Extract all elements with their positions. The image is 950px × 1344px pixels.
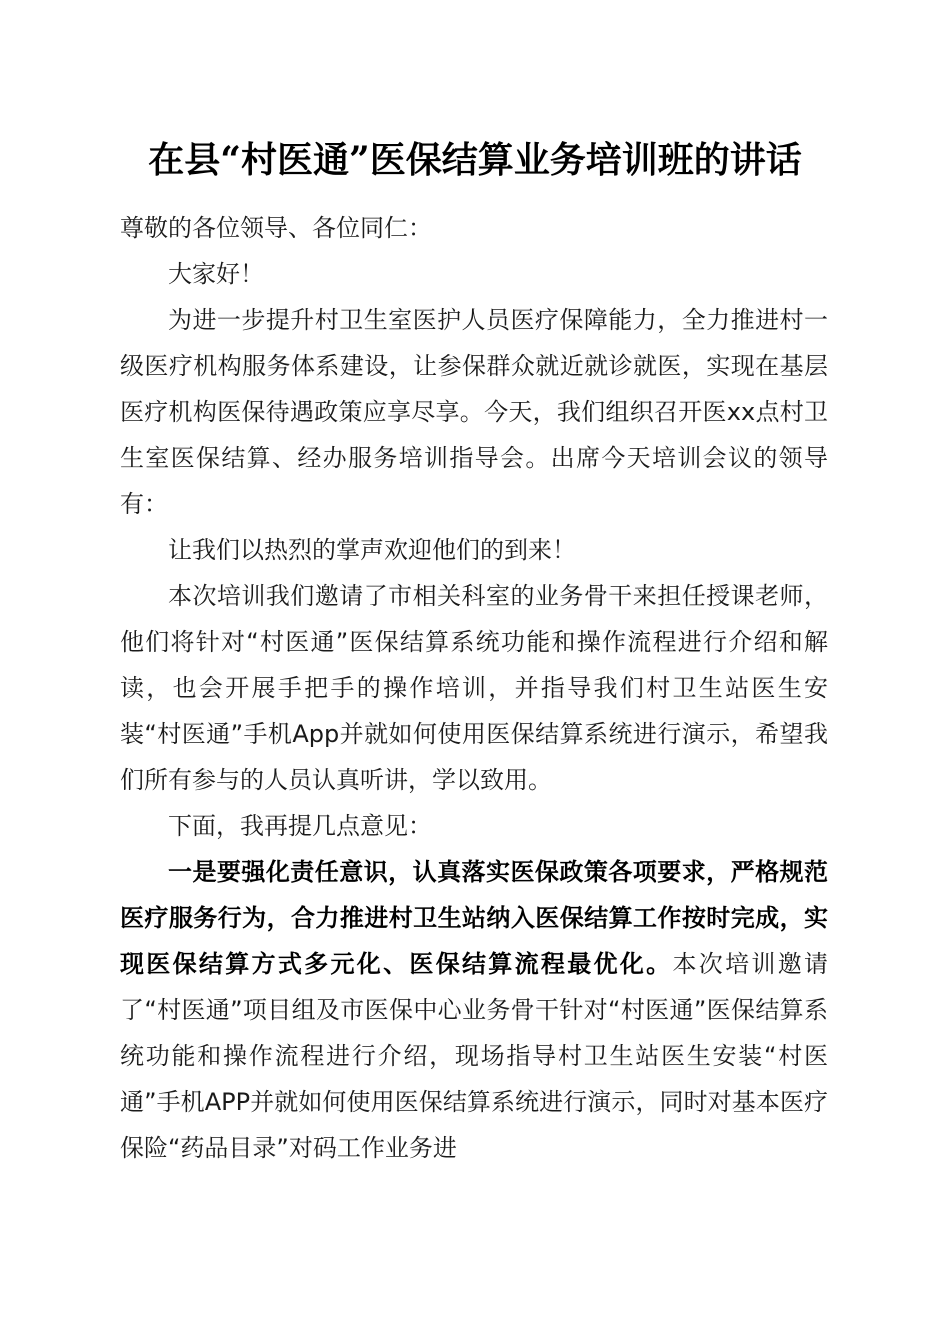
paragraph-welcome: 让我们以热烈的掌声欢迎他们的到来！ <box>168 536 576 564</box>
document-body <box>120 205 828 1171</box>
point-one-heading: 一是要强化责任意识，认真落实医保政策各项要求，严格规范医疗服务行为，合力推进村卫生站纳入医保结算工作按时完成，实现医保结算方式多元化、医保结算流程最优化。 <box>120 858 828 978</box>
document-title: 在县“村医通”医保结算业务培训班的讲话 <box>148 139 802 181</box>
paragraph-point-one <box>120 849 828 1171</box>
paragraph-training: 本次培训我们邀请了市相关科室的业务骨干来担任授课老师，他们将针对“村医通”医保结算系统功能和操作流程进行介绍和解读，也会开展手把手的操作培训，并指导我们村卫生站医生安装“村医通”手机App并就如何使用医保结算系统进行演示，希望我们所有参与的人员认真听讲，学以致用。 <box>120 582 828 794</box>
point-one-body: 本次培训邀请了“村医通”项目组及市医保中心业务骨干针对“村医通”医保结算系统功能和操作流程进行介绍，现场指导村卫生站医生安装“村医通”手机APP并就如何使用医保结算系统进行演示，同时对基本医疗保险“药品目录”对码工作业务进 <box>120 950 829 1162</box>
paragraph-opinions-intro: 下面，我再提几点意见： <box>168 812 432 840</box>
paragraph-greeting: 大家好！ <box>168 260 264 288</box>
salutation: 尊敬的各位领导、各位同仁： <box>120 214 432 242</box>
paragraph-purpose: 为进一步提升村卫生室医护人员医疗保障能力，全力推进村一级医疗机构服务体系建设，让参保群众就近就诊就医，实现在基层医疗机构医保待遇政策应享尽享。今天，我们组织召开医xx点村卫生室医保结算、经办服务培训指导会。出席今天培训会议的领导有： <box>120 306 828 518</box>
